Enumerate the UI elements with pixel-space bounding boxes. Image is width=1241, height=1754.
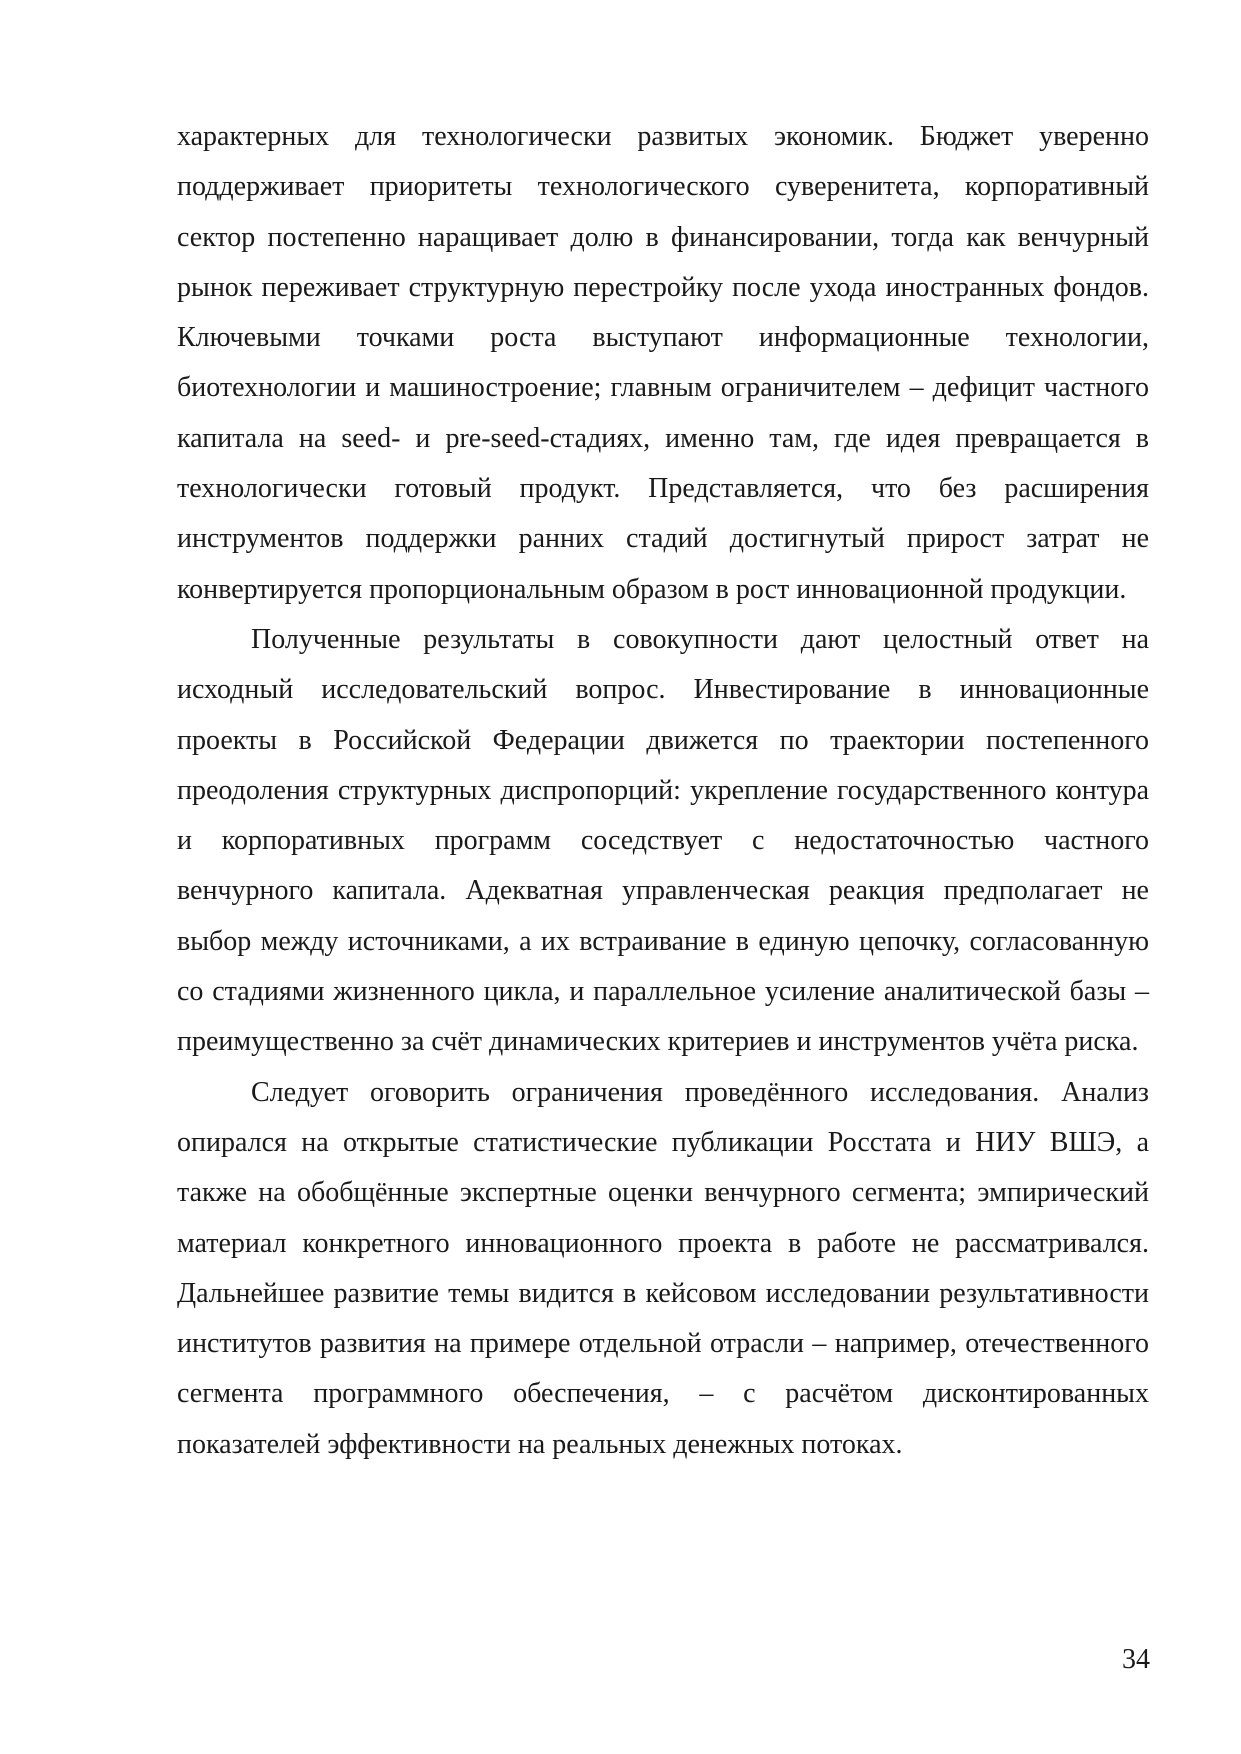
body-text bbox=[177, 112, 1149, 1470]
paragraph-results: Полученные результаты в совокупности дают целостный ответ на исходный исследовательский вопрос. Инвестирование в инновационные проекты в Российской Федерации движется по траектории постепенного преодоления структурных диспропорций: укрепление государственного контура и корпоративных программ соседствует с недостаточностью частного венчурного капитала. Адекватная управленческая реакция предполагает не выбор между источниками, а их встраивание в единую цепочку, согласованную со стадиями жизненного цикла, и параллельное усиление аналитической базы – преимущественно за счёт динамических критериев и инструментов учёта риска. bbox=[177, 623, 1149, 1058]
paragraph-limitations: Следует оговорить ограничения проведённого исследования. Анализ опирался на открытые статистические публикации Росстата и НИУ ВШЭ, а также на обобщённые экспертные оценки венчурного сегмента; эмпирический материал конкретного инновационного проекта в работе не рассматривался. Дальнейшее развитие темы видится в кейсовом исследовании результативности институтов развития на примере отдельной отрасли – например, отечественного сегмента программного обеспечения, – с расчётом дисконтированных показателей эффективности на реальных денежных потоках. bbox=[177, 1076, 1149, 1460]
page-number: 34 bbox=[1122, 1644, 1150, 1675]
paragraph-continuation: характерных для технологически развитых экономик. Бюджет уверенно поддерживает приоритеты технологического суверенитета, корпоративный сектор постепенно наращивает долю в финансировании, тогда как венчурный рынок переживает структурную перестройку после ухода иностранных фондов. Ключевыми точками роста выступают информационные технологии, биотехнологии и машиностроение; главным ограничителем – дефицит частного капитала на seed- и pre-seed-стадиях, именно там, где идея превращается в технологически готовый продукт. Представляется, что без расширения инструментов поддержки ранних стадий достигнутый прирост затрат не конвертируется пропорциональным образом в рост инновационной продукции. bbox=[177, 121, 1149, 605]
